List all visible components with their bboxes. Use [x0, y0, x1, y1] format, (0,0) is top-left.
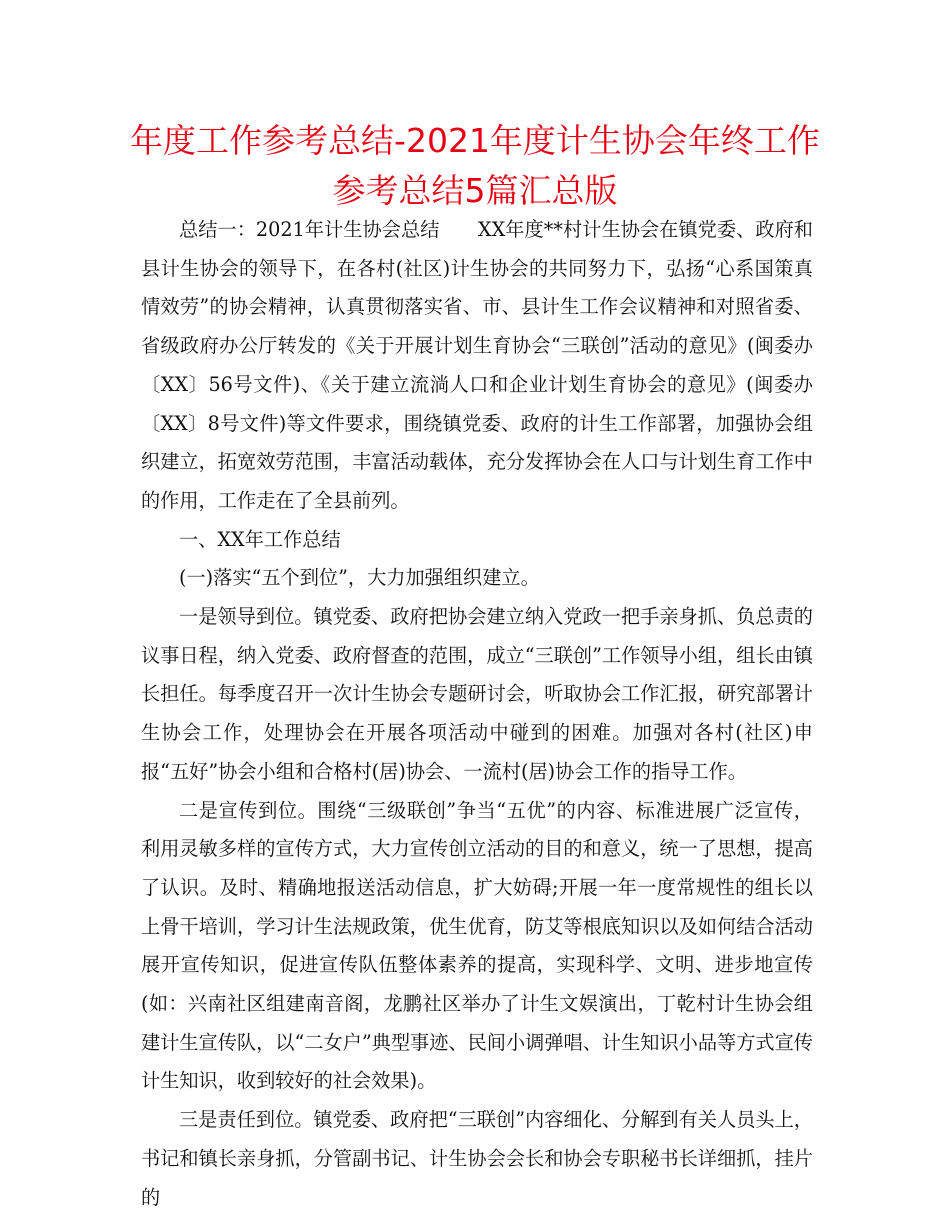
- paragraph-leadership: 一是领导到位。镇党委、政府把协会建立纳入党政一把手亲身抓、负总责的议事日程，纳入党委、政府督查的范围，成立“三联创”工作领导小组，组长由镇长担任。每季度召开一次计生协会专题研讨会，听取协会工作汇报，研究部署计生协会工作，处理协会在开展各项活动中碰到的困难。加强对各村(社区)申报“五好”协会小组和合格村(居)协会、一流村(居)协会工作的指导工作。: [141, 605, 813, 783]
- section-heading: 一、XX年工作总结: [179, 527, 341, 551]
- title-line-2: 参考总结5篇汇总版: [332, 171, 618, 210]
- paragraph-summary-intro: 总结一：2021年计生协会总结 XX年度**村计生协会在镇党委、政府和县计生协会的领导下，在各村(社区)计生协会的共同努力下，弘扬“心系国策真情效劳”的协会精神，认真贯彻落实省、市、县计生工作会议精神和对照省委、省级政府办公厅转发的《关于开展计划生育协会“三联创”活动的意见》(闽委办〔XX〕56号文件)、《关于建立流淌人口和企业计划生育协会的意见》(闽委办〔XX〕8号文件)等文件要求，围绕镇党委、政府的计生工作部署，加强协会组织建立，拓宽效劳范围，丰富活动载体，充分发挥协会在人口与计划生育工作中的作用，工作走在了全县前列。: [141, 218, 813, 512]
- title-line-1: 年度工作参考总结-2021年度计生协会年终工作: [130, 121, 820, 160]
- document-title: [100, 116, 850, 216]
- subsection-heading: (一)落实“五个到位”，大力加强组织建立。: [179, 566, 540, 590]
- paragraph-publicity: 二是宣传到位。围绕“三级联创”争当“五优”的内容、标准进展广泛宣传，利用灵敏多样的宣传方式，大力宣传创立活动的目的和意义，统一了思想，提高了认识。及时、精确地报送活动信息，扩大妨碍;开展一年一度常规性的组长以上骨干培训，学习计生法规政策，优生优育，防艾等根底知识以及如何结合活动展开宣传知识，促进宣传队伍整体素养的提高，实现科学、文明、进步地宣传(如：兴南社区组建南音阁，龙鹏社区举办了计生文娱演出，丁乾村计生协会组建计生宣传队，以“二女户”典型事迹、民间小调弹唱、计生知识小品等方式宣传计生知识，收到较好的社会效果)。: [141, 798, 813, 1093]
- paragraph-responsibility: 三是责任到位。镇党委、政府把“三联创”内容细化、分解到有关人员头上，书记和镇长亲身抓，分管副书记、计生协会会长和协会专职秘书长详细抓，挂片的: [141, 1108, 813, 1209]
- document-body: [141, 211, 813, 1217]
